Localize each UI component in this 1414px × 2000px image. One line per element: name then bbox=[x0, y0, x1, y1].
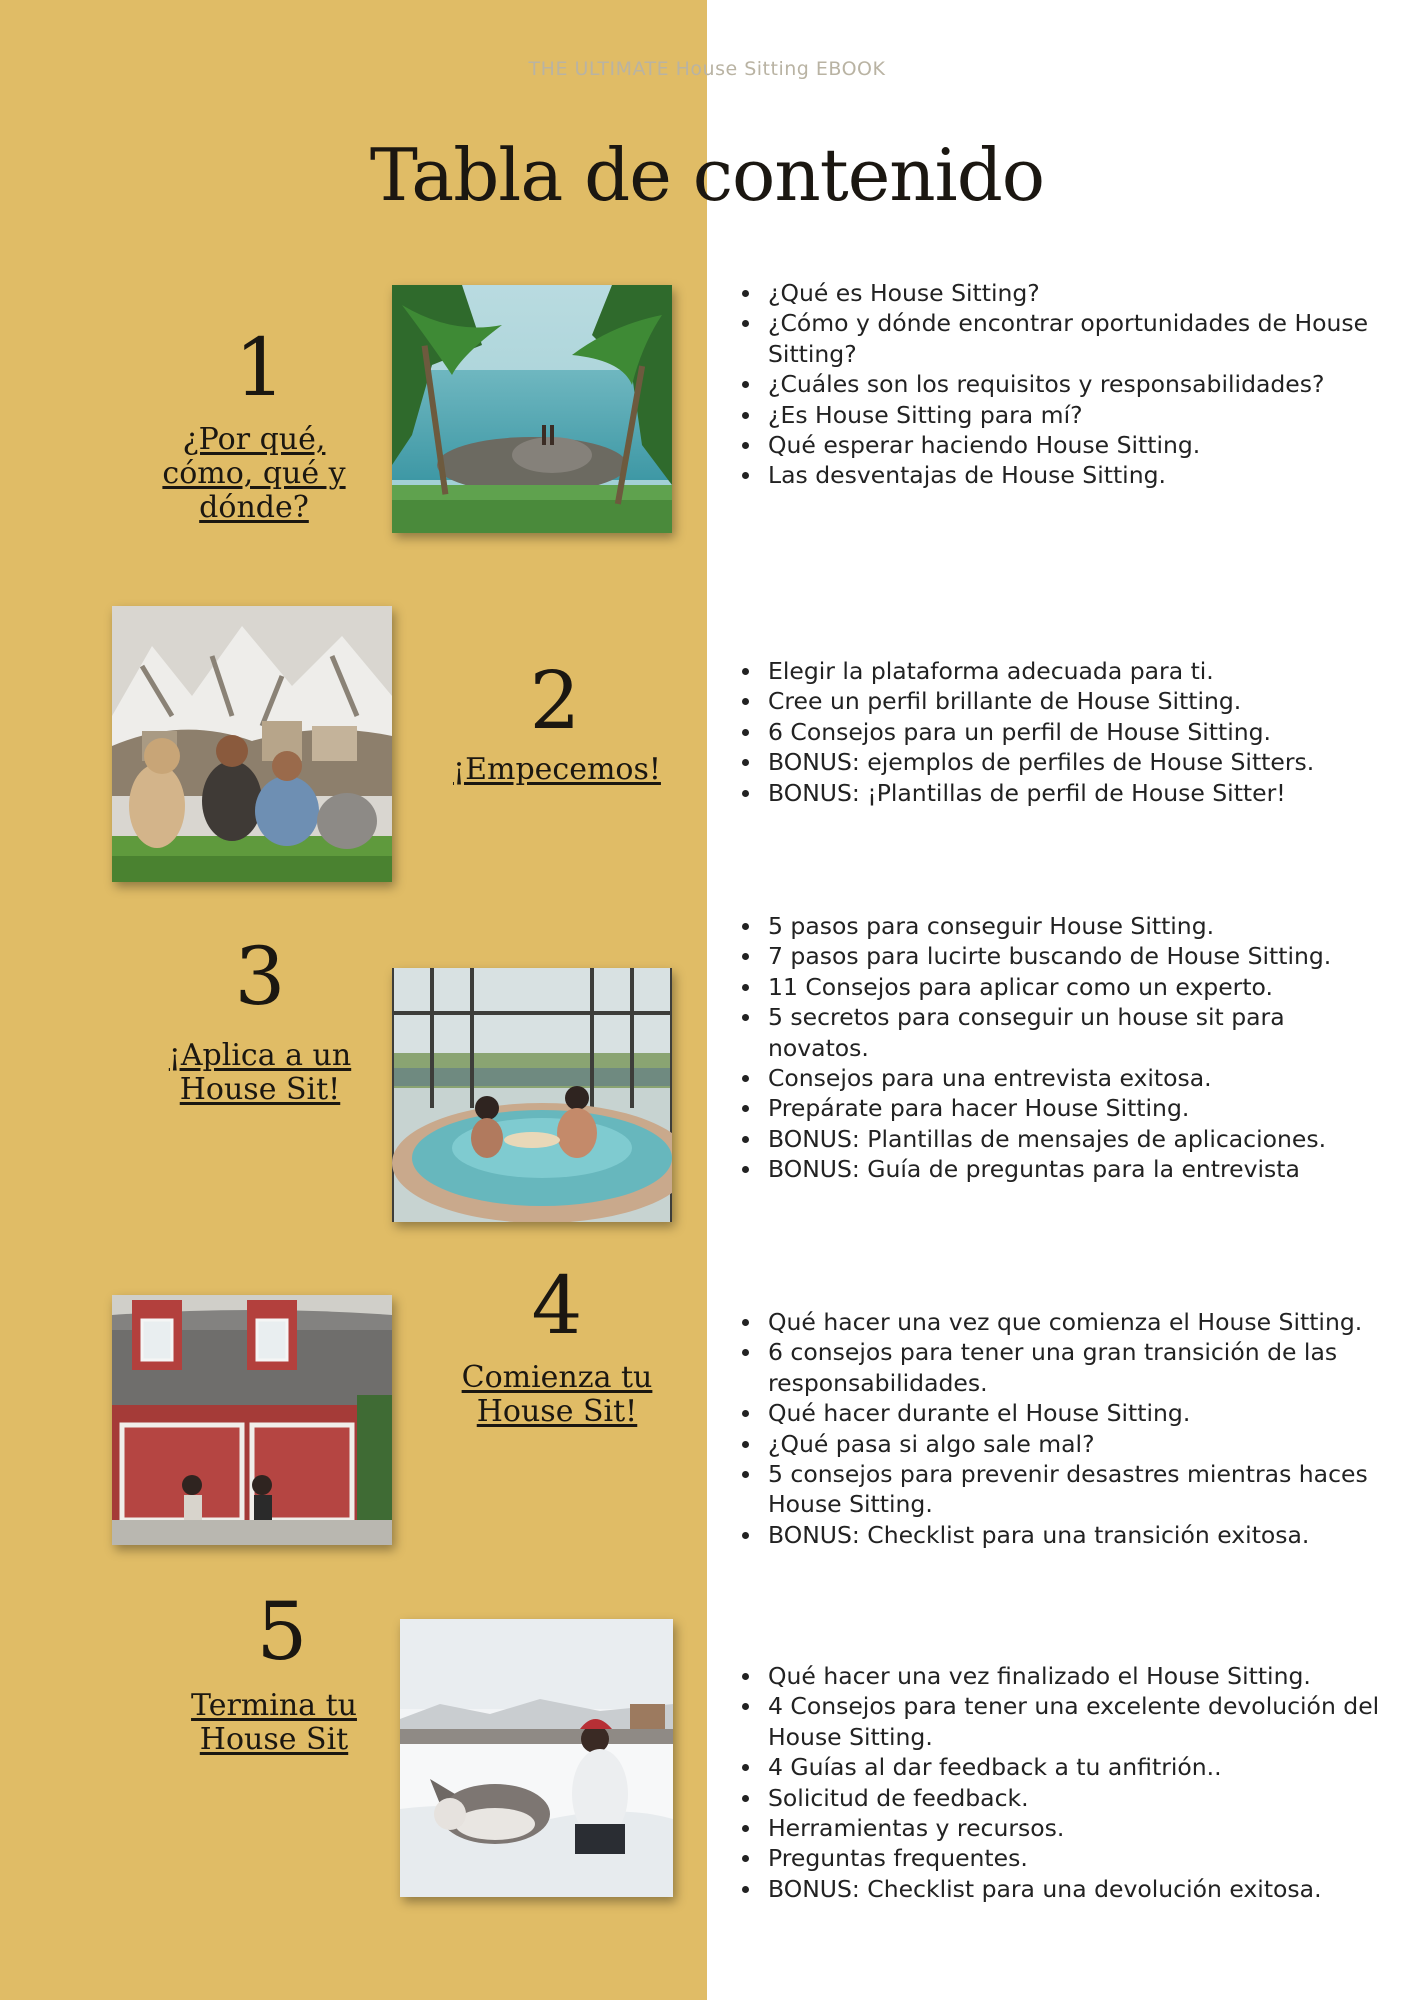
chapter-2-link-line: ¡Empecemos! bbox=[453, 752, 661, 787]
chapter-1-number: 1 bbox=[234, 321, 286, 414]
list-item: 4 Consejos para tener una excelente devolución del House Sitting. bbox=[728, 1691, 1388, 1752]
list-item: ¿Qué es House Sitting? bbox=[728, 278, 1388, 308]
list-item: Elegir la plataforma adecuada para ti. bbox=[728, 656, 1388, 686]
list-item: ¿Es House Sitting para mí? bbox=[728, 400, 1388, 430]
chapter-5-number: 5 bbox=[256, 1585, 308, 1678]
list-item: BONUS: Checklist para una transición exitosa. bbox=[728, 1520, 1388, 1550]
list-item: ¿Qué pasa si algo sale mal? bbox=[728, 1429, 1388, 1459]
list-item: Preguntas frequentes. bbox=[728, 1843, 1388, 1873]
list-item: BONUS: Guía de preguntas para la entrevista bbox=[728, 1154, 1388, 1184]
list-item: 6 Consejos para un perfil de House Sitting. bbox=[728, 717, 1388, 747]
list-item: 5 pasos para conseguir House Sitting. bbox=[728, 911, 1388, 941]
list-item: 7 pasos para lucirte buscando de House Sitting. bbox=[728, 941, 1388, 971]
list-item: BONUS: ¡Plantillas de perfil de House Sitter! bbox=[728, 778, 1388, 808]
list-item: 5 secretos para conseguir un house sit para novatos. bbox=[728, 1002, 1388, 1063]
list-item: Las desventajas de House Sitting. bbox=[728, 460, 1388, 490]
beach-palms-photo bbox=[392, 285, 672, 533]
list-item: Cree un perfil brillante de House Sitting. bbox=[728, 686, 1388, 716]
list-item: 5 consejos para prevenir desastres mientras haces House Sitting. bbox=[728, 1459, 1388, 1520]
list-item: Qué hacer una vez que comienza el House Sitting. bbox=[728, 1307, 1388, 1337]
list-item: ¿Cuáles son los requisitos y responsabilidades? bbox=[728, 369, 1388, 399]
chapter-2-link[interactable] bbox=[437, 753, 677, 787]
list-item: 11 Consejos para aplicar como un experto. bbox=[728, 972, 1388, 1002]
mountain-dogs-photo bbox=[112, 606, 392, 882]
chapter-4-number: 4 bbox=[531, 1259, 583, 1352]
chapter-5-topic-list bbox=[728, 1661, 1388, 1904]
chapter-2-number: 2 bbox=[529, 654, 581, 747]
list-item: Prepárate para hacer House Sitting. bbox=[728, 1093, 1388, 1123]
chapter-4-link-line: House Sit! bbox=[476, 1394, 638, 1429]
list-item: Qué esperar haciendo House Sitting. bbox=[728, 430, 1388, 460]
pool-couple-photo bbox=[392, 968, 672, 1222]
list-item: Qué hacer una vez finalizado el House Sitting. bbox=[728, 1661, 1388, 1691]
chapter-1-link-line: ¿Por qué, bbox=[182, 422, 326, 457]
list-item: BONUS: Checklist para una devolución exitosa. bbox=[728, 1874, 1388, 1904]
house-garage-photo bbox=[112, 1295, 392, 1545]
chapter-5-link[interactable] bbox=[154, 1689, 394, 1757]
chapter-1-link[interactable] bbox=[134, 423, 374, 525]
list-item: Herramientas y recursos. bbox=[728, 1813, 1388, 1843]
list-item: 6 consejos para tener una gran transición de las responsabilidades. bbox=[728, 1337, 1388, 1398]
ebook-header: THE ULTIMATE House Sitting EBOOK bbox=[528, 58, 886, 80]
snow-dog-photo bbox=[400, 1619, 673, 1897]
list-item: ¿Cómo y dónde encontrar oportunidades de House Sitting? bbox=[728, 308, 1388, 369]
chapter-1-link-line: dónde? bbox=[199, 490, 309, 525]
list-item: 4 Guías al dar feedback a tu anfitrión.. bbox=[728, 1752, 1388, 1782]
list-item: BONUS: ejemplos de perfiles de House Sitters. bbox=[728, 747, 1388, 777]
chapter-4-link-line: Comienza tu bbox=[461, 1360, 653, 1395]
list-item: Consejos para una entrevista exitosa. bbox=[728, 1063, 1388, 1093]
chapter-4-link[interactable] bbox=[437, 1361, 677, 1429]
chapter-1-topic-list bbox=[728, 278, 1388, 491]
chapter-5-link-line: Termina tu bbox=[191, 1688, 357, 1723]
page-title: Tabla de contenido bbox=[369, 133, 1045, 217]
chapter-3-link-line: House Sit! bbox=[179, 1072, 341, 1107]
chapter-3-number: 3 bbox=[234, 930, 286, 1023]
chapter-2-topic-list bbox=[728, 656, 1388, 808]
chapter-4-topic-list bbox=[728, 1307, 1388, 1550]
chapter-1-link-line: cómo, qué y bbox=[162, 456, 346, 491]
list-item: Solicitud de feedback. bbox=[728, 1783, 1388, 1813]
chapter-3-topic-list bbox=[728, 911, 1388, 1185]
chapter-3-link-line: ¡Aplica a un bbox=[168, 1038, 352, 1073]
list-item: Qué hacer durante el House Sitting. bbox=[728, 1398, 1388, 1428]
chapter-5-link-line: House Sit bbox=[199, 1722, 349, 1757]
list-item: BONUS: Plantillas de mensajes de aplicaciones. bbox=[728, 1124, 1388, 1154]
chapter-3-link[interactable] bbox=[140, 1039, 380, 1107]
